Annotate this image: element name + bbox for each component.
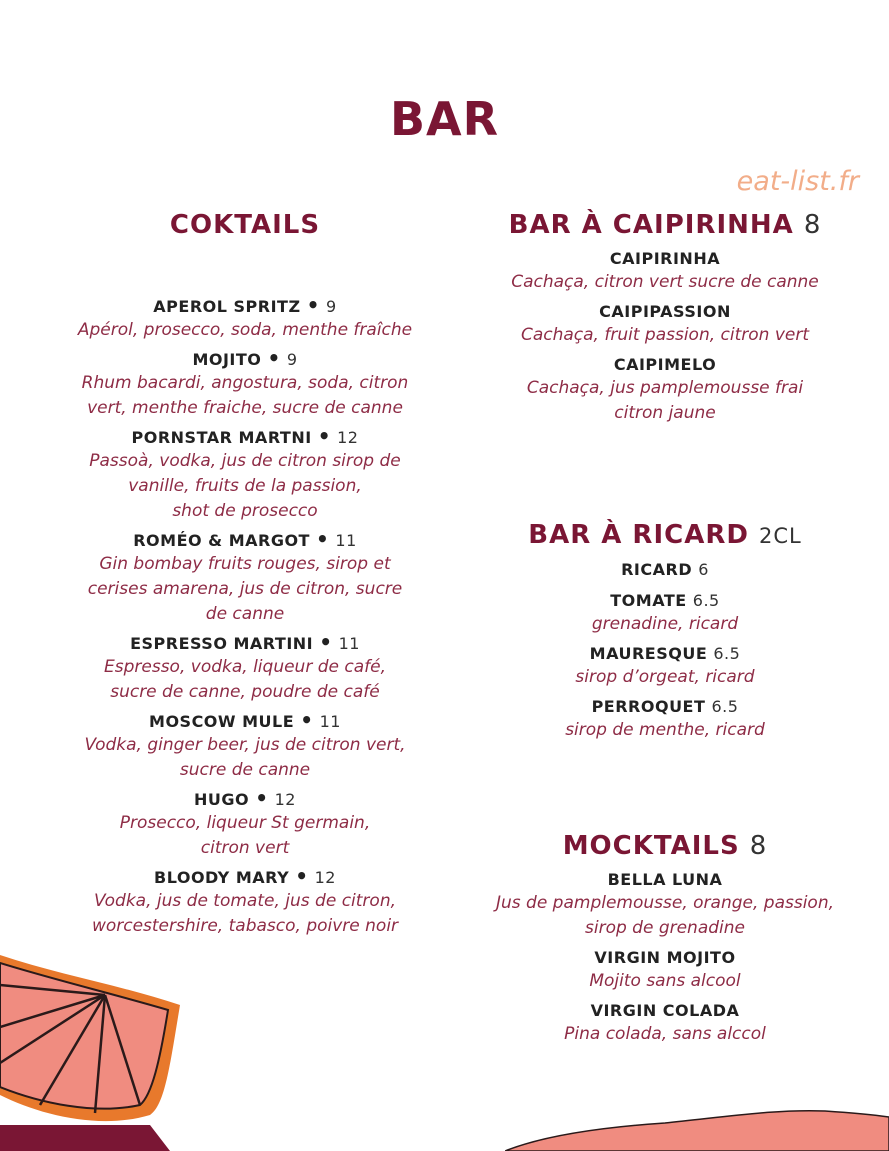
- item-description: Cachaça, jus pamplemousse frai citron jaune: [526, 378, 804, 423]
- item-description: Pina colada, sans alccol: [564, 1024, 766, 1044]
- list-item: [45, 527, 445, 627]
- watermark: eat-list.fr: [736, 166, 859, 197]
- section-title-text: BAR À CAIPIRINHA: [508, 210, 794, 240]
- item-price: 6: [698, 560, 709, 579]
- section-title-text: MOCKTAILS: [562, 831, 740, 861]
- item-description: Passoà, vodka, jus de citron sirop de vanille, fruits de la passion, shot de prosecco: [89, 451, 401, 521]
- hill-path: [505, 1111, 889, 1151]
- item-name: PERROQUET: [591, 697, 706, 716]
- item-name: MOJITO: [192, 350, 262, 369]
- item-name: HUGO: [194, 790, 250, 809]
- item-price: 12: [314, 868, 336, 887]
- list-item: [465, 354, 865, 426]
- ricard-list: [465, 559, 865, 743]
- ricard-section: [465, 518, 865, 749]
- item-description: Mojito sans alcool: [589, 971, 741, 991]
- list-item: [45, 424, 445, 524]
- bullet-icon: •: [267, 346, 281, 370]
- ricard-title: [465, 518, 865, 553]
- list-item: [465, 643, 865, 690]
- item-price: 11: [335, 531, 357, 550]
- item-description: sirop d’orgeat, ricard: [575, 667, 755, 687]
- item-description: grenadine, ricard: [591, 614, 739, 634]
- item-name: CAIPIRINHA: [609, 249, 721, 268]
- cocktails-section: [45, 208, 445, 945]
- item-description: sirop de menthe, ricard: [565, 720, 765, 740]
- grapefruit-slice-icon: [0, 955, 200, 1151]
- item-name: TOMATE: [610, 591, 687, 610]
- section-title-text: BAR À RICARD: [528, 520, 749, 550]
- bullet-icon: •: [306, 293, 320, 317]
- item-name: BLOODY MARY: [154, 868, 290, 887]
- item-description: Jus de pamplemousse, orange, passion, sirop de grenadine: [495, 893, 835, 938]
- bullet-icon: •: [295, 864, 309, 888]
- item-description: Espresso, vodka, liqueur de café, sucre de canne, poudre de café: [104, 657, 386, 702]
- list-item: [45, 346, 445, 421]
- section-price: 8: [803, 210, 822, 240]
- item-description: Vodka, ginger beer, jus de citron vert, sucre de canne: [84, 735, 406, 780]
- bullet-icon: •: [255, 786, 269, 810]
- cocktails-list: [45, 293, 445, 939]
- item-name: CAIPIPASSION: [599, 302, 731, 321]
- item-name: ESPRESSO MARTINI: [130, 634, 314, 653]
- section-price: 8: [749, 831, 768, 861]
- bullet-icon: •: [300, 708, 314, 732]
- caipirinha-list: [465, 248, 865, 426]
- item-name: PORNSTAR MARTNI: [131, 428, 312, 447]
- item-description: Prosecco, liqueur St germain, citron vert: [119, 813, 371, 858]
- bullet-icon: •: [316, 527, 330, 551]
- list-item: [45, 864, 445, 939]
- bullet-icon: •: [317, 424, 332, 448]
- mocktails-title: [465, 829, 865, 863]
- item-description: Cachaça, fruit passion, citron vert: [520, 325, 810, 345]
- item-name: BELLA LUNA: [607, 870, 723, 889]
- mocktails-section: [465, 829, 865, 1053]
- item-name: MAURESQUE: [589, 644, 708, 663]
- list-item: [465, 248, 865, 295]
- item-name: CAIPIMELO: [613, 355, 717, 374]
- item-description: Rhum bacardi, angostura, soda, citron vert, menthe fraiche, sucre de canne: [81, 373, 409, 418]
- item-price: 6.5: [711, 697, 739, 716]
- item-description: Vodka, jus de tomate, jus de citron, worcestershire, tabasco, poivre noir: [91, 891, 399, 936]
- item-price: 9: [286, 350, 298, 369]
- list-item: [45, 630, 445, 705]
- caipirinha-title: [465, 208, 865, 242]
- list-item: [465, 590, 865, 637]
- item-name: ROMÉO & MARGOT: [133, 531, 310, 550]
- item-name: VIRGIN MOJITO: [594, 948, 736, 967]
- list-item: [465, 1000, 865, 1047]
- item-description: Gin bombay fruits rouges, sirop et cerises amarena, jus de citron, sucre de canne: [87, 554, 403, 624]
- hill-shape-icon: [505, 1105, 889, 1151]
- list-item: [465, 559, 865, 581]
- item-price: 11: [338, 634, 360, 653]
- page-title: BAR: [389, 92, 500, 146]
- cocktails-title: COKTAILS: [169, 210, 321, 240]
- dark-wedge-shape: [0, 1125, 170, 1151]
- list-item: [45, 708, 445, 783]
- item-description: Apérol, prosecco, soda, menthe fraîche: [77, 320, 413, 340]
- section-price: 2CL: [759, 524, 802, 548]
- item-price: 6.5: [692, 591, 720, 610]
- list-item: [465, 947, 865, 994]
- list-item: [45, 293, 445, 343]
- item-name: RICARD: [621, 560, 693, 579]
- item-price: 12: [337, 428, 359, 447]
- bullet-icon: •: [319, 630, 333, 654]
- item-price: 6.5: [713, 644, 741, 663]
- item-description: Cachaça, citron vert sucre de canne: [511, 272, 819, 292]
- item-name: VIRGIN COLADA: [590, 1001, 740, 1020]
- list-item: [465, 869, 865, 941]
- item-name: APEROL SPRITZ: [153, 297, 301, 316]
- mocktails-list: [465, 869, 865, 1047]
- list-item: [465, 301, 865, 348]
- item-name: MOSCOW MULE: [149, 712, 295, 731]
- caipirinha-section: [465, 208, 865, 432]
- item-price: 9: [326, 297, 337, 316]
- list-item: [45, 786, 445, 861]
- item-price: 12: [274, 790, 296, 809]
- item-price: 11: [319, 712, 341, 731]
- list-item: [465, 696, 865, 743]
